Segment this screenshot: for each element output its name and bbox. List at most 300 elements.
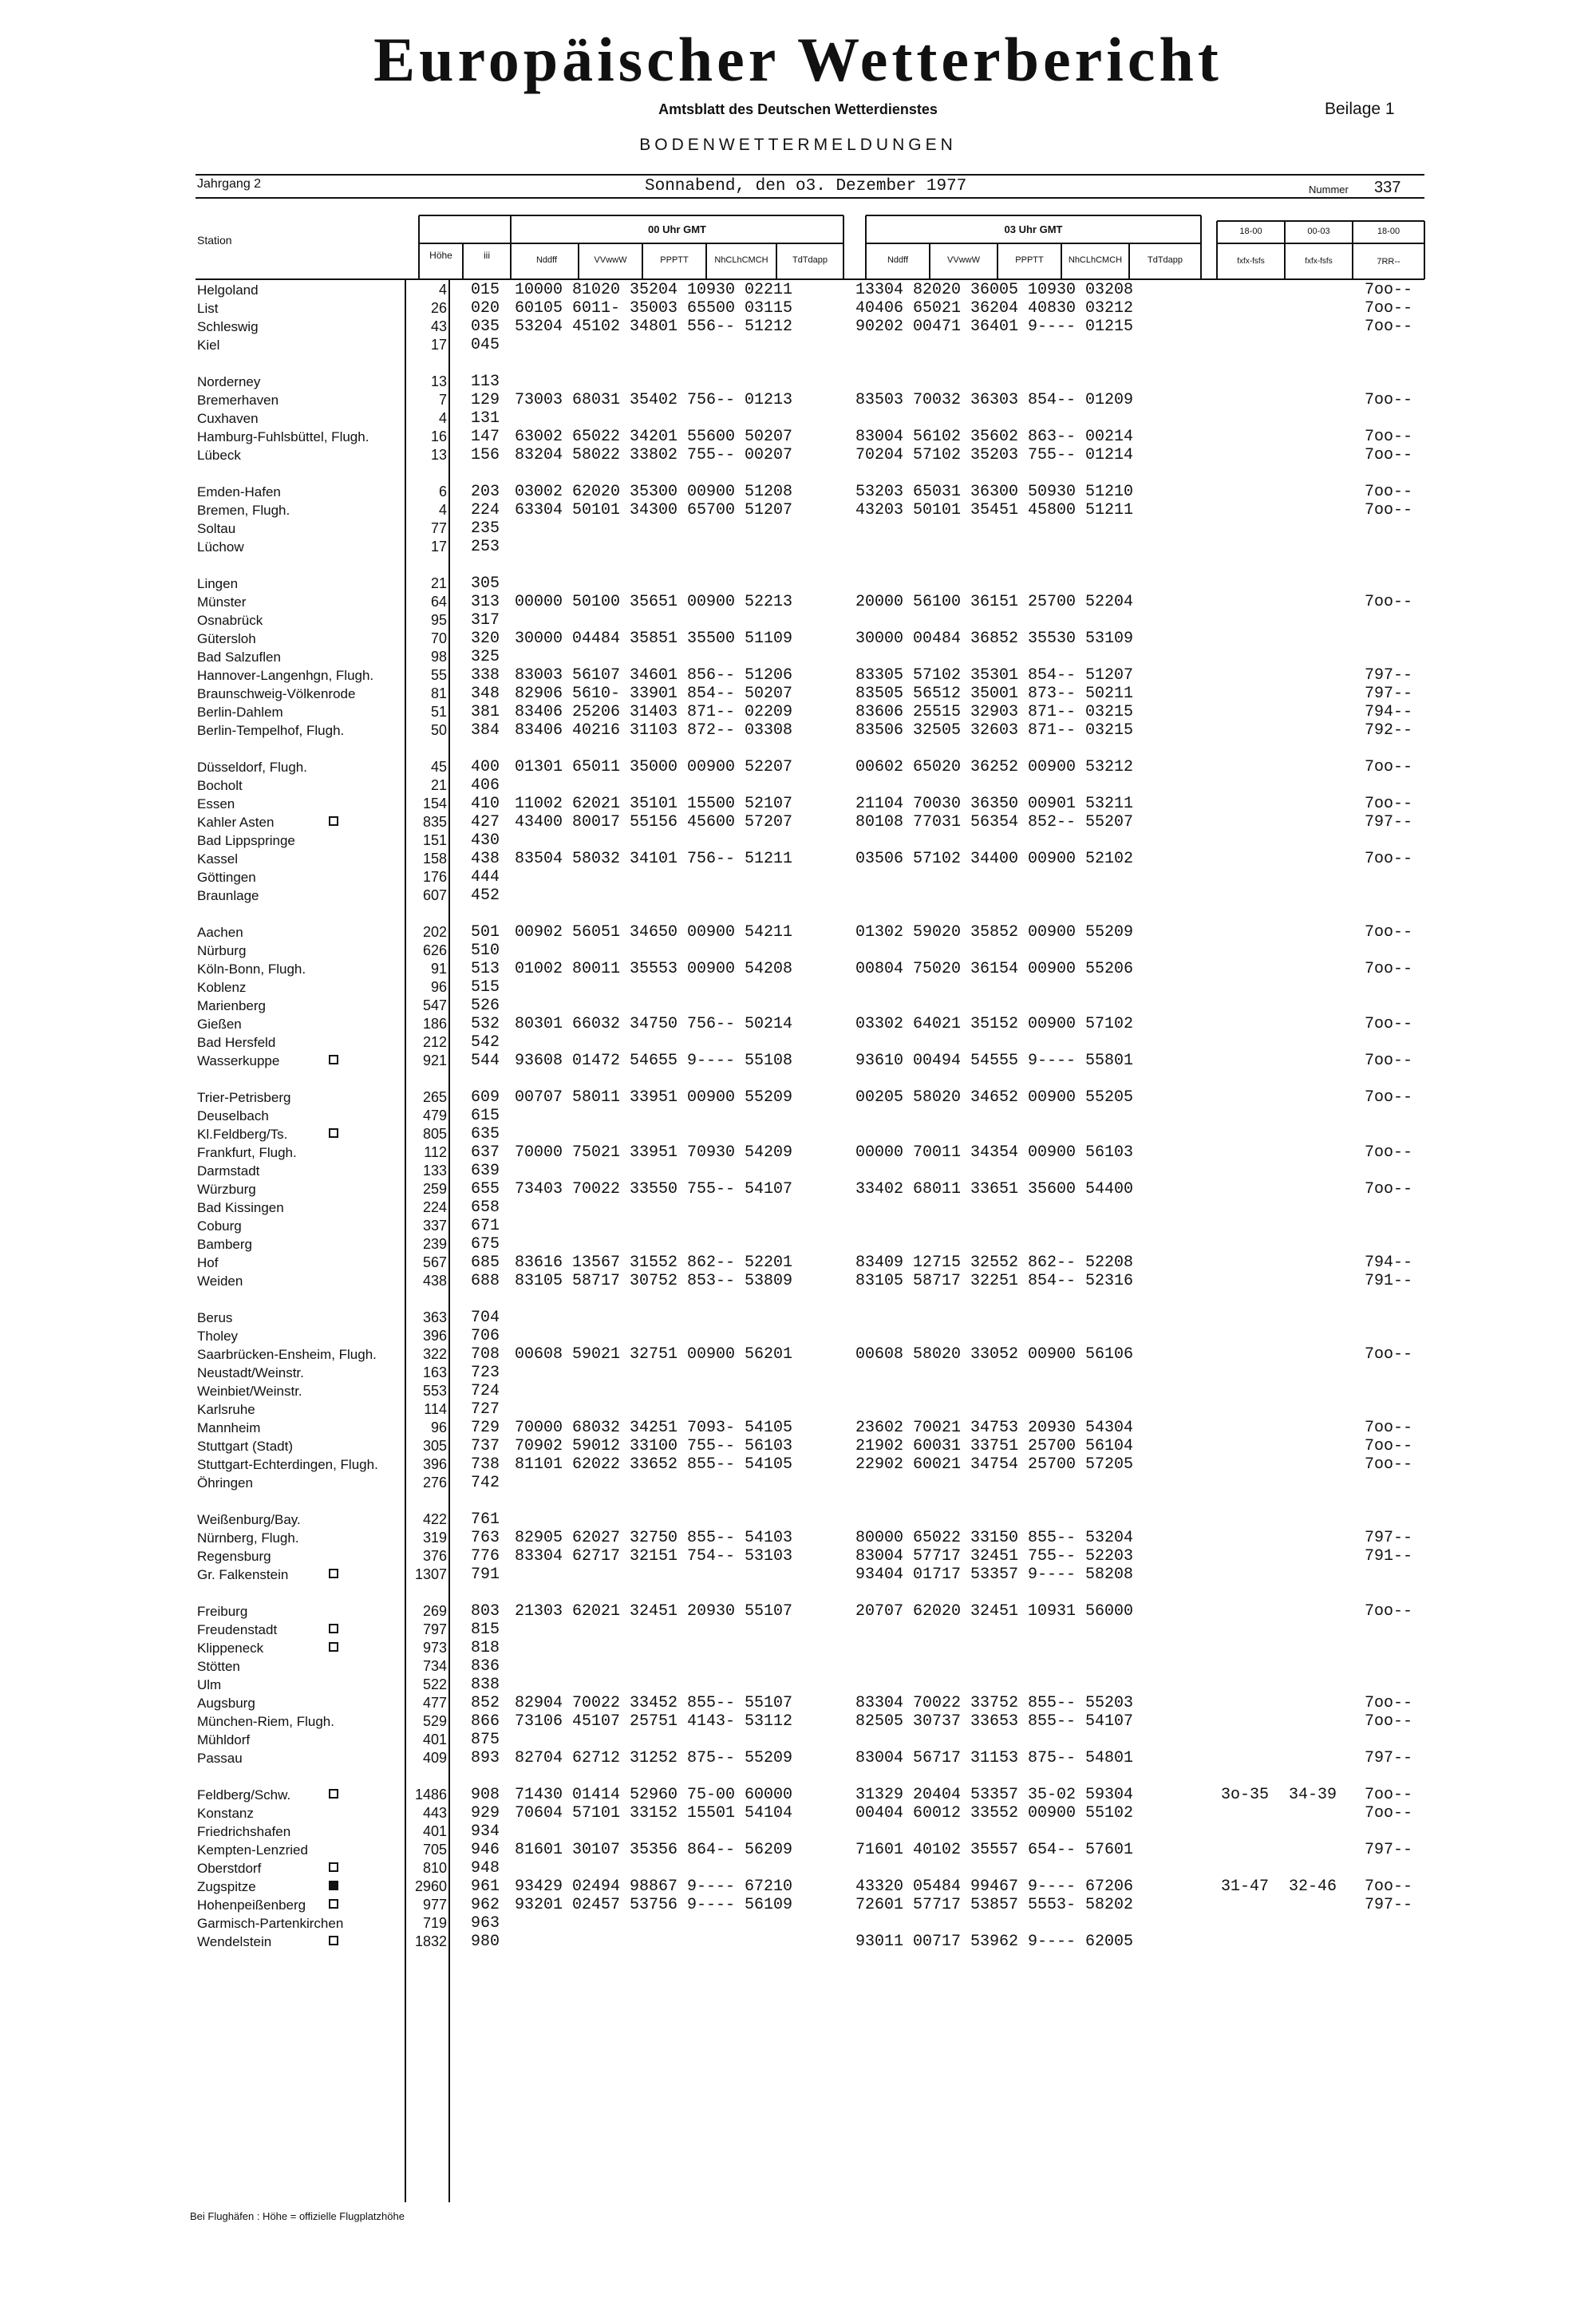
station-height: 21 bbox=[430, 575, 447, 591]
station-index: 815 bbox=[471, 1621, 500, 1639]
hoehe-header: Höhe bbox=[429, 250, 452, 261]
station-height: 202 bbox=[422, 924, 447, 940]
station-name: Kempten-Lenzried bbox=[197, 1842, 308, 1858]
precip-group: 7oo-- bbox=[1365, 1602, 1413, 1621]
station-name: Bad Lippspringe bbox=[197, 833, 295, 848]
obs-00-group: 93429 02494 98867 9---- 67210 bbox=[515, 1878, 793, 1896]
station-index: 763 bbox=[471, 1529, 500, 1547]
table-row bbox=[0, 575, 1596, 593]
station-height: 13 bbox=[430, 447, 447, 463]
extra-top-2: 00-03 bbox=[1307, 227, 1330, 236]
station-index: 532 bbox=[471, 1015, 500, 1033]
code-03-clouds: NhCLhCMCH bbox=[1068, 255, 1123, 265]
station-height: 797 bbox=[422, 1621, 447, 1637]
table-row bbox=[0, 1180, 1596, 1198]
station-header: Station bbox=[197, 234, 232, 247]
obs-03-group: 20707 62020 32451 10931 56000 bbox=[855, 1602, 1134, 1621]
station-index: 708 bbox=[471, 1345, 500, 1364]
station-name: Lüchow bbox=[197, 539, 244, 555]
station-name: Berlin-Tempelhof, Flugh. bbox=[197, 723, 345, 738]
table-row bbox=[0, 1033, 1596, 1052]
precip-group: 7oo-- bbox=[1365, 1804, 1413, 1822]
station-index: 776 bbox=[471, 1547, 500, 1566]
precip-group: 791-- bbox=[1365, 1547, 1413, 1566]
station-name: Weinbiet/Weinstr. bbox=[197, 1384, 302, 1399]
station-name: Nürburg bbox=[197, 943, 247, 958]
station-index: 452 bbox=[471, 886, 500, 905]
station-height: 112 bbox=[424, 1144, 447, 1160]
extra-top-3: 18-00 bbox=[1377, 227, 1400, 236]
station-name: Feldberg/Schw. bbox=[197, 1787, 291, 1803]
station-height: 977 bbox=[422, 1897, 447, 1913]
obs-03-group: 20000 56100 36151 25700 52204 bbox=[855, 593, 1134, 611]
station-index: 908 bbox=[471, 1786, 500, 1804]
obs-00-group: 03002 62020 35300 00900 51208 bbox=[515, 483, 793, 501]
table-row bbox=[0, 281, 1596, 299]
station-name: Bad Kissingen bbox=[197, 1200, 284, 1215]
precip-group: 791-- bbox=[1365, 1272, 1413, 1290]
station-name: Oberstdorf bbox=[197, 1861, 262, 1876]
filled-square-icon bbox=[329, 1881, 338, 1890]
station-height: 626 bbox=[422, 942, 447, 958]
obs-00-group: 82904 70022 33452 855-- 55107 bbox=[515, 1694, 793, 1712]
station-height: 21 bbox=[430, 777, 447, 793]
precip-group: 797-- bbox=[1365, 666, 1413, 685]
station-index: 738 bbox=[471, 1455, 500, 1474]
station-index: 929 bbox=[471, 1804, 500, 1822]
station-height: 186 bbox=[422, 1016, 447, 1032]
obs-03-group: 30000 00484 36852 35530 53109 bbox=[855, 630, 1134, 648]
station-height: 409 bbox=[422, 1750, 447, 1766]
table-row bbox=[0, 1712, 1596, 1731]
table-row bbox=[0, 1896, 1596, 1914]
station-index: 635 bbox=[471, 1125, 500, 1143]
table-row bbox=[0, 483, 1596, 501]
precip-group: 792-- bbox=[1365, 721, 1413, 740]
station-index: 742 bbox=[471, 1474, 500, 1492]
station-index: 727 bbox=[471, 1400, 500, 1419]
table-row bbox=[0, 1676, 1596, 1694]
obs-03-group: 22902 60021 34754 25700 57205 bbox=[855, 1455, 1134, 1474]
station-index: 430 bbox=[471, 831, 500, 850]
station-name: Kl.Feldberg/Ts. bbox=[197, 1127, 288, 1142]
obs-03-group: 00602 65020 36252 00900 53212 bbox=[855, 758, 1134, 776]
obs-00-group: 81101 62022 33652 855-- 54105 bbox=[515, 1455, 793, 1474]
open-square-icon bbox=[329, 1128, 338, 1138]
station-name: Deuselbach bbox=[197, 1108, 269, 1123]
table-row bbox=[0, 1566, 1596, 1584]
code-00-vvwww: VVwwW bbox=[594, 255, 627, 265]
station-index: 875 bbox=[471, 1731, 500, 1749]
station-name: München-Riem, Flugh. bbox=[197, 1714, 334, 1729]
obs-00-group: 53204 45102 34801 556-- 51212 bbox=[515, 318, 793, 336]
open-square-icon bbox=[329, 816, 338, 826]
station-index: 513 bbox=[471, 960, 500, 978]
station-height: 7 bbox=[438, 392, 447, 408]
open-square-icon bbox=[329, 1569, 338, 1578]
obs-03-group: 00804 75020 36154 00900 55206 bbox=[855, 960, 1134, 978]
station-height: 1486 bbox=[414, 1787, 447, 1803]
precip-group: 7oo-- bbox=[1365, 483, 1413, 501]
station-index: 348 bbox=[471, 685, 500, 703]
station-height: 154 bbox=[422, 796, 447, 811]
station-index: 934 bbox=[471, 1822, 500, 1841]
obs-00-group: 83504 58032 34101 756-- 51211 bbox=[515, 850, 793, 868]
gust-00-03: 32-46 bbox=[1289, 1878, 1337, 1896]
obs-00-group: 93201 02457 53756 9---- 56109 bbox=[515, 1896, 793, 1914]
precip-group: 7oo-- bbox=[1365, 1143, 1413, 1162]
obs-03-group: 13304 82020 36005 10930 03208 bbox=[855, 281, 1134, 299]
table-row bbox=[0, 1529, 1596, 1547]
table-row bbox=[0, 1621, 1596, 1639]
obs-00-group: 21303 62021 32451 20930 55107 bbox=[515, 1602, 793, 1621]
station-height: 133 bbox=[422, 1163, 447, 1179]
station-index: 838 bbox=[471, 1676, 500, 1694]
table-row bbox=[0, 373, 1596, 391]
station-index: 501 bbox=[471, 923, 500, 942]
obs-00-group: 73106 45107 25751 4143- 53112 bbox=[515, 1712, 793, 1731]
station-height: 477 bbox=[422, 1695, 447, 1711]
precip-group: 7oo-- bbox=[1365, 1455, 1413, 1474]
station-index: 544 bbox=[471, 1052, 500, 1070]
table-row bbox=[0, 868, 1596, 886]
obs-00-group: 81601 30107 35356 864-- 56209 bbox=[515, 1841, 793, 1859]
table-row bbox=[0, 611, 1596, 630]
obs-03-group: 00404 60012 33552 00900 55102 bbox=[855, 1804, 1134, 1822]
obs-00-group: 01301 65011 35000 00900 52207 bbox=[515, 758, 793, 776]
station-index: 803 bbox=[471, 1602, 500, 1621]
station-height: 363 bbox=[422, 1309, 447, 1325]
obs-03-group: 83506 32505 32603 871-- 03215 bbox=[855, 721, 1134, 740]
obs-03-group: 40406 65021 36204 40830 03212 bbox=[855, 299, 1134, 318]
precip-group: 797-- bbox=[1365, 813, 1413, 831]
precip-group: 7oo-- bbox=[1365, 1786, 1413, 1804]
table-row bbox=[0, 1198, 1596, 1217]
obs-00-group: 63304 50101 34300 65700 51207 bbox=[515, 501, 793, 519]
precip-group: 7oo-- bbox=[1365, 1694, 1413, 1712]
obs-00-group: 83304 62717 32151 754-- 53103 bbox=[515, 1547, 793, 1566]
station-name: Öhringen bbox=[197, 1475, 253, 1491]
station-height: 55 bbox=[430, 667, 447, 683]
obs-00-group: 83204 58022 33802 755-- 00207 bbox=[515, 446, 793, 464]
obs-00-group: 11002 62021 35101 15500 52107 bbox=[515, 795, 793, 813]
station-name: Passau bbox=[197, 1751, 243, 1766]
station-index: 961 bbox=[471, 1878, 500, 1896]
station-name: Kiel bbox=[197, 338, 220, 353]
station-index: 526 bbox=[471, 997, 500, 1015]
table-row bbox=[0, 1841, 1596, 1859]
station-name: Schleswig bbox=[197, 319, 259, 334]
table-row bbox=[0, 519, 1596, 538]
obs-00-group: 60105 6011- 35003 65500 03115 bbox=[515, 299, 793, 318]
nummer-value: 337 bbox=[1374, 179, 1401, 196]
obs-00-group: 82906 5610- 33901 854-- 50207 bbox=[515, 685, 793, 703]
station-height: 158 bbox=[422, 851, 447, 867]
table-row bbox=[0, 1933, 1596, 1951]
station-height: 607 bbox=[422, 887, 447, 903]
open-square-icon bbox=[329, 1862, 338, 1872]
station-name: Würzburg bbox=[197, 1182, 256, 1197]
station-index: 317 bbox=[471, 611, 500, 630]
precip-group: 797-- bbox=[1365, 1896, 1413, 1914]
station-index: 723 bbox=[471, 1364, 500, 1382]
table-row bbox=[0, 1235, 1596, 1254]
station-name: Norderney bbox=[197, 374, 261, 389]
table-row bbox=[0, 409, 1596, 428]
obs-03-group: 31329 20404 53357 35-02 59304 bbox=[855, 1786, 1134, 1804]
station-name: Gütersloh bbox=[197, 631, 256, 646]
station-index: 706 bbox=[471, 1327, 500, 1345]
station-height: 810 bbox=[422, 1860, 447, 1876]
station-name: Gießen bbox=[197, 1017, 242, 1032]
station-index: 235 bbox=[471, 519, 500, 538]
station-name: Berlin-Dahlem bbox=[197, 705, 283, 720]
station-index: 400 bbox=[471, 758, 500, 776]
obs-00-group: 01002 80011 35553 00900 54208 bbox=[515, 960, 793, 978]
obs-03-group: 93011 00717 53962 9---- 62005 bbox=[855, 1933, 1134, 1951]
table-row bbox=[0, 1125, 1596, 1143]
station-height: 705 bbox=[422, 1842, 447, 1858]
obs-03-group: 03302 64021 35152 00900 57102 bbox=[855, 1015, 1134, 1033]
station-name: Neustadt/Weinstr. bbox=[197, 1365, 304, 1380]
station-height: 835 bbox=[422, 814, 447, 830]
obs-03-group: 00608 58020 33052 00900 56106 bbox=[855, 1345, 1134, 1364]
subtitle: Amtsblatt des Deutschen Wetterdienstes bbox=[658, 101, 938, 117]
table-row bbox=[0, 299, 1596, 318]
precip-group: 7oo-- bbox=[1365, 1088, 1413, 1107]
obs-03-group: 83503 70032 36303 854-- 01209 bbox=[855, 391, 1134, 409]
obs-00-group: 63002 65022 34201 55600 50207 bbox=[515, 428, 793, 446]
station-name: Bremen, Flugh. bbox=[197, 503, 290, 518]
table-row bbox=[0, 1217, 1596, 1235]
table-row bbox=[0, 685, 1596, 703]
station-index: 015 bbox=[471, 281, 500, 299]
open-square-icon bbox=[329, 1789, 338, 1799]
precip-group: 794-- bbox=[1365, 703, 1413, 721]
obs-03-group: 00000 70011 34354 00900 56103 bbox=[855, 1143, 1134, 1162]
station-height: 114 bbox=[424, 1401, 447, 1417]
table-row bbox=[0, 813, 1596, 831]
obs-00-group: 83003 56107 34601 856-- 51206 bbox=[515, 666, 793, 685]
table-row bbox=[0, 1749, 1596, 1767]
obs-03-group: 90202 00471 36401 9---- 01215 bbox=[855, 318, 1134, 336]
station-height: 973 bbox=[422, 1640, 447, 1656]
precip-group: 7oo-- bbox=[1365, 1419, 1413, 1437]
station-index: 615 bbox=[471, 1107, 500, 1125]
station-index: 946 bbox=[471, 1841, 500, 1859]
precip-group: 7oo-- bbox=[1365, 795, 1413, 813]
station-index: 406 bbox=[471, 776, 500, 795]
station-name: Bad Salzuflen bbox=[197, 650, 281, 665]
station-height: 43 bbox=[430, 318, 447, 334]
table-row bbox=[0, 1822, 1596, 1841]
beilage-label: Beilage 1 bbox=[1325, 100, 1395, 118]
obs-00-group: 83105 58717 30752 853-- 53809 bbox=[515, 1272, 793, 1290]
table-row bbox=[0, 318, 1596, 336]
open-square-icon bbox=[329, 1624, 338, 1633]
station-height: 239 bbox=[422, 1236, 447, 1252]
station-name: Mühldorf bbox=[197, 1732, 251, 1747]
group-03-header: 03 Uhr GMT bbox=[1004, 223, 1063, 235]
extra-bottom-2: fxfx-fsfs bbox=[1305, 257, 1333, 266]
station-name: Soltau bbox=[197, 521, 236, 536]
obs-00-group: 93608 01472 54655 9---- 55108 bbox=[515, 1052, 793, 1070]
footnote: Bei Flughäfen : Höhe = offizielle Flugplatzhöhe bbox=[190, 2210, 405, 2222]
station-name: Hof bbox=[197, 1255, 219, 1270]
extra-top-1: 18-00 bbox=[1239, 227, 1262, 236]
table-row bbox=[0, 593, 1596, 611]
station-height: 26 bbox=[430, 300, 447, 316]
code-03-vvwww: VVwwW bbox=[947, 255, 980, 265]
obs-03-group: 93404 01717 53357 9---- 58208 bbox=[855, 1566, 1134, 1584]
obs-00-group: 00707 58011 33951 00900 55209 bbox=[515, 1088, 793, 1107]
station-index: 338 bbox=[471, 666, 500, 685]
table-row bbox=[0, 1143, 1596, 1162]
station-height: 522 bbox=[422, 1676, 447, 1692]
station-height: 553 bbox=[422, 1383, 447, 1399]
obs-03-group: 21902 60031 33751 25700 56104 bbox=[855, 1437, 1134, 1455]
table-row bbox=[0, 1419, 1596, 1437]
station-height: 4 bbox=[438, 282, 447, 298]
station-index: 639 bbox=[471, 1162, 500, 1180]
station-index: 381 bbox=[471, 703, 500, 721]
table-row bbox=[0, 1455, 1596, 1474]
table-row bbox=[0, 648, 1596, 666]
station-height: 45 bbox=[430, 759, 447, 775]
table-row bbox=[0, 978, 1596, 997]
open-square-icon bbox=[329, 1642, 338, 1652]
table-row bbox=[0, 1474, 1596, 1492]
station-name: Weißenburg/Bay. bbox=[197, 1512, 301, 1527]
station-name: Stuttgart (Stadt) bbox=[197, 1439, 293, 1454]
station-index: 729 bbox=[471, 1419, 500, 1437]
station-height: 51 bbox=[430, 704, 447, 720]
obs-03-group: 33402 68011 33651 35600 54400 bbox=[855, 1180, 1134, 1198]
station-index: 761 bbox=[471, 1510, 500, 1529]
station-index: 305 bbox=[471, 575, 500, 593]
station-height: 1832 bbox=[414, 1933, 447, 1949]
station-index: 320 bbox=[471, 630, 500, 648]
station-name: Klippeneck bbox=[197, 1641, 264, 1656]
station-name: Tholey bbox=[197, 1329, 239, 1344]
extra-bottom-3: 7RR-- bbox=[1377, 257, 1400, 267]
station-height: 305 bbox=[422, 1438, 447, 1454]
table-row bbox=[0, 1088, 1596, 1107]
table-row bbox=[0, 1878, 1596, 1896]
station-name: Saarbrücken-Ensheim, Flugh. bbox=[197, 1347, 377, 1362]
table-row bbox=[0, 1382, 1596, 1400]
station-name: List bbox=[197, 301, 219, 316]
station-name: Berus bbox=[197, 1310, 233, 1325]
station-name: Cuxhaven bbox=[197, 411, 259, 426]
station-index: 253 bbox=[471, 538, 500, 556]
station-height: 376 bbox=[422, 1548, 447, 1564]
obs-00-group: 70000 75021 33951 70930 54209 bbox=[515, 1143, 793, 1162]
station-height: 212 bbox=[422, 1034, 447, 1050]
station-name: Friedrichshafen bbox=[197, 1824, 291, 1839]
precip-group: 7oo-- bbox=[1365, 758, 1413, 776]
station-height: 70 bbox=[430, 630, 447, 646]
station-index: 963 bbox=[471, 1914, 500, 1933]
table-row bbox=[0, 1804, 1596, 1822]
station-index: 410 bbox=[471, 795, 500, 813]
section-title: BODENWETTERMELDUNGEN bbox=[639, 136, 957, 154]
station-name: Hohenpeißenberg bbox=[197, 1897, 306, 1913]
station-index: 224 bbox=[471, 501, 500, 519]
station-height: 2960 bbox=[414, 1878, 447, 1894]
station-name: Freiburg bbox=[197, 1604, 248, 1619]
obs-03-group: 93610 00494 54555 9---- 55801 bbox=[855, 1052, 1134, 1070]
obs-00-group: 43400 80017 55156 45600 57207 bbox=[515, 813, 793, 831]
precip-group: 797-- bbox=[1365, 1749, 1413, 1767]
station-index: 671 bbox=[471, 1217, 500, 1235]
station-name: Augsburg bbox=[197, 1696, 255, 1711]
table-row bbox=[0, 538, 1596, 556]
code-00-nddff: Nddff bbox=[535, 255, 558, 265]
station-name: Lübeck bbox=[197, 448, 241, 463]
table-row bbox=[0, 501, 1596, 519]
code-00-dew: TdTdapp bbox=[792, 255, 828, 265]
station-index: 384 bbox=[471, 721, 500, 740]
station-height: 396 bbox=[422, 1456, 447, 1472]
obs-03-group: 21104 70030 36350 00901 53211 bbox=[855, 795, 1134, 813]
table-row bbox=[0, 1639, 1596, 1657]
table-row bbox=[0, 886, 1596, 905]
station-height: 91 bbox=[430, 961, 447, 977]
station-height: 438 bbox=[422, 1273, 447, 1289]
station-name: Bad Hersfeld bbox=[197, 1035, 276, 1050]
date-label: Sonnabend, den o3. Dezember 1977 bbox=[645, 177, 967, 195]
station-name: Kahler Asten bbox=[197, 815, 275, 830]
station-index: 156 bbox=[471, 446, 500, 464]
table-row bbox=[0, 1731, 1596, 1749]
nummer-label: Nummer bbox=[1309, 184, 1349, 195]
station-index: 658 bbox=[471, 1198, 500, 1217]
station-name: Bocholt bbox=[197, 778, 243, 793]
station-index: 704 bbox=[471, 1309, 500, 1327]
station-name: Münster bbox=[197, 594, 247, 610]
station-name: Stötten bbox=[197, 1659, 240, 1674]
table-row bbox=[0, 336, 1596, 354]
station-name: Kassel bbox=[197, 851, 239, 867]
station-name: Coburg bbox=[197, 1218, 242, 1234]
precip-group: 797-- bbox=[1365, 685, 1413, 703]
precip-group: 7oo-- bbox=[1365, 1345, 1413, 1364]
station-index: 510 bbox=[471, 942, 500, 960]
obs-03-group: 83105 58717 32251 854-- 52316 bbox=[855, 1272, 1134, 1290]
station-height: 17 bbox=[430, 337, 447, 353]
station-name: Weiden bbox=[197, 1273, 243, 1289]
obs-03-group: 82505 30737 33653 855-- 54107 bbox=[855, 1712, 1134, 1731]
station-index: 542 bbox=[471, 1033, 500, 1052]
obs-03-group: 83004 56102 35602 863-- 00214 bbox=[855, 428, 1134, 446]
obs-03-group: 23602 70021 34753 20930 54304 bbox=[855, 1419, 1134, 1437]
station-height: 98 bbox=[430, 649, 447, 665]
obs-03-group: 83004 56717 31153 875-- 54801 bbox=[855, 1749, 1134, 1767]
station-index: 962 bbox=[471, 1896, 500, 1914]
station-name: Garmisch-Partenkirchen bbox=[197, 1916, 344, 1931]
station-index: 852 bbox=[471, 1694, 500, 1712]
obs-03-group: 83505 56512 35001 873-- 50211 bbox=[855, 685, 1134, 703]
obs-00-group: 83616 13567 31552 862-- 52201 bbox=[515, 1254, 793, 1272]
station-index: 129 bbox=[471, 391, 500, 409]
obs-03-group: 83305 57102 35301 854-- 51207 bbox=[855, 666, 1134, 685]
station-height: 151 bbox=[422, 832, 447, 848]
obs-00-group: 70902 59012 33100 755-- 56103 bbox=[515, 1437, 793, 1455]
station-index: 609 bbox=[471, 1088, 500, 1107]
table-row bbox=[0, 831, 1596, 850]
station-height: 805 bbox=[422, 1126, 447, 1142]
